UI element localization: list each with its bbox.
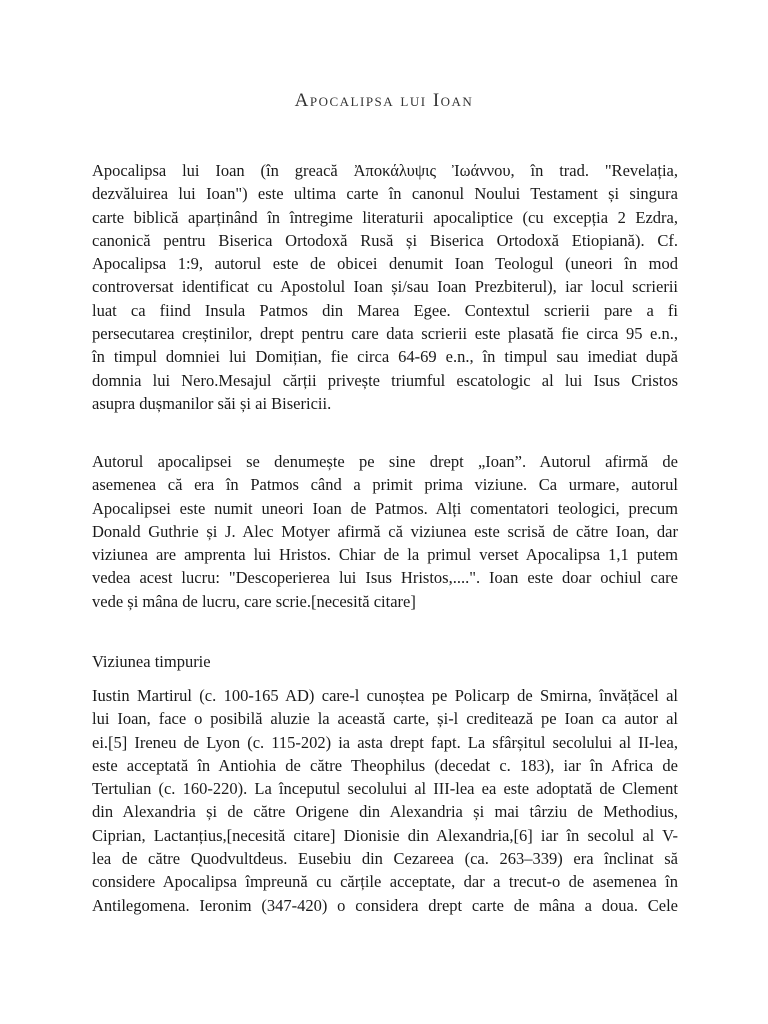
text-line: asupra dușmanilor săi și ai Bisericii. (92, 393, 332, 413)
paragraph-early-view (92, 684, 678, 917)
text-line: dezvăluirea lui Ioan") este ultima carte în canonul Noului Testament și singura (92, 184, 678, 204)
paragraph-author (92, 450, 678, 613)
text-line: Apocalipsa lui Ioan (în greacă Ἀποκάλυψις Ἰωάννου, în trad. "Revelația, (92, 161, 678, 180)
document-title: Apocalipsa lui Ioan (294, 90, 474, 111)
text-line: Iustin Martirul (c. 100-165 AD) care-l cunoștea pe Policarp de Smirna, învățăcel al (92, 686, 678, 705)
text-line: luat ca fiind Insula Patmos din Marea Egee. Contextul scrierii pare a fi (92, 300, 678, 320)
text-line: ei.[5] Ireneu de Lyon (c. 115-202) ia asta drept fapt. La sfârșitul secolului al II-lea, (92, 732, 678, 752)
text-line: Apocalipsei este numit uneori Ioan de Patmos. Alți comentatori teologici, precum (92, 498, 678, 518)
text-line: Apocalipsa 1:9, autorul este de obicei denumit Ioan Teologul (uneori în mod (92, 254, 678, 274)
text-line: din Alexandria și de către Origene din Alexandria și mai târziu de Methodius, (92, 802, 678, 822)
text-line: vedea acest lucru: "Descoperierea lui Isus Hristos,....". Ioan este doar ochiul care (92, 568, 678, 588)
text-line: controversat identificat cu Apostolul Ioan și/sau Ioan Prezbiterul), iar locul scrierii (92, 277, 678, 297)
section-heading: Viziunea timpurie (92, 652, 211, 671)
text-line: persecutarea creștinilor, drept pentru care data scrierii este plasată fie circa 95 e.n., (92, 324, 678, 344)
text-line: asemenea că era în Patmos când a primit prima viziune. Ca urmare, autorul (92, 475, 678, 495)
text-line: Antilegomena. Ieronim (347-420) o considera drept carte de mâna a doua. Cele (92, 895, 678, 915)
text-line: vede și mâna de lucru, care scrie.[necesită citare] (92, 591, 416, 611)
text-line: canonică pentru Biserica Ortodoxă Rusă și Biserica Ortodoxă Etiopiană). Cf. (92, 230, 678, 250)
text-line: Autorul apocalipsei se denumește pe sine drept „Ioan”. Autorul afirmă de (92, 452, 678, 471)
text-line: domnia lui Nero.Mesajul cărții privește triumful escatologic al lui Isus Cristos (92, 370, 678, 390)
text-line: Ciprian, Lactanțius,[necesită citare] Dionisie din Alexandria,[6] iar în secolul al V- (92, 825, 678, 845)
text-line: lui Ioan, face o posibilă aluzie la această carte, și-l creditează pe Ioan ca autor al (92, 709, 678, 729)
text-line: în timpul domniei lui Domițian, fie circa 64-69 e.n., în timpul sau imediat după (92, 347, 678, 367)
text-line: viziunea are amprenta lui Hristos. Chiar de la primul verset Apocalipsa 1,1 putem (92, 545, 678, 565)
section-heading-block (92, 650, 678, 673)
text-line: lea de către Quodvultdeus. Eusebiu din Cezareea (ca. 263–339) era înclinat să (92, 849, 678, 869)
text-line: Donald Guthrie și J. Alec Motyer afirmă că viziunea este scrisă de către Ioan, dar (92, 521, 678, 541)
text-line: carte biblică aparținând în întregime literaturii apocaliptice (cu excepția 2 Ezdra, (92, 207, 678, 227)
text-line: este acceptată în Antiohia de către Theophilus (decedat c. 183), iar în Africa de (92, 755, 678, 775)
text-line: Tertulian (c. 160-220). La începutul secolului al III-lea ea este adoptată de Clement (92, 779, 678, 799)
text-line: considere Apocalipsa împreună cu cărțile acceptate, dar a trecut-o de asemenea în (92, 872, 678, 892)
paragraph-intro (92, 159, 678, 415)
